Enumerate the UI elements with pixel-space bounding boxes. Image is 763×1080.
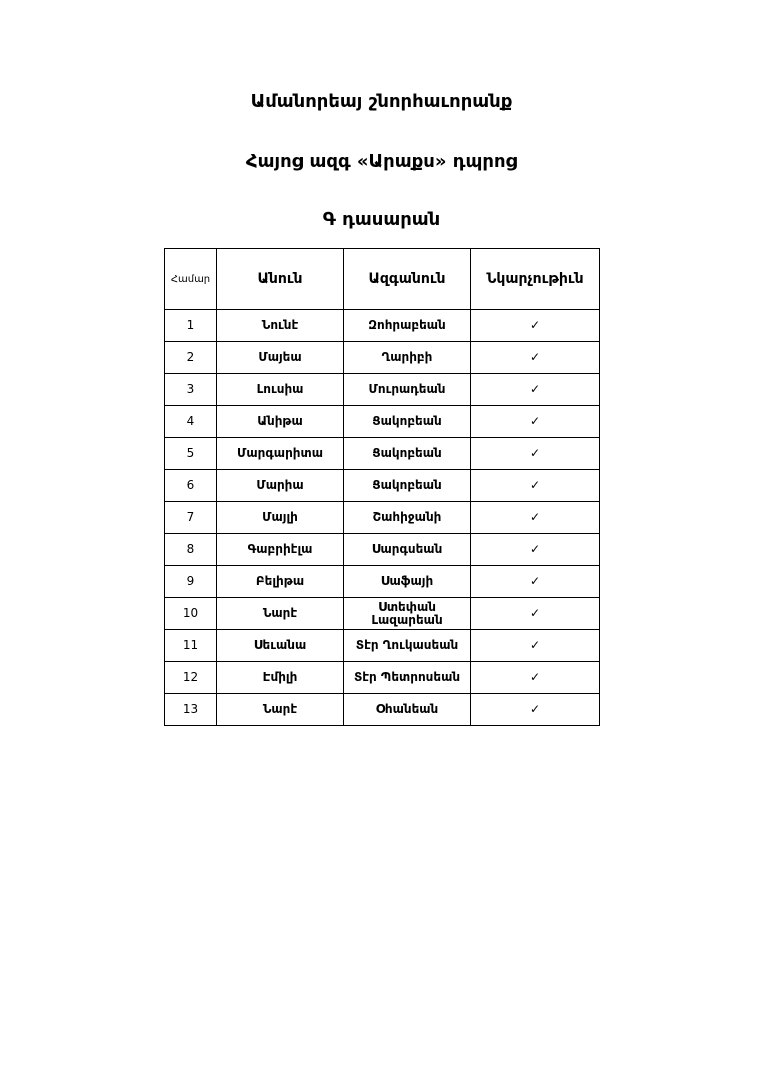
checkmark-icon: ✓ <box>471 694 600 726</box>
first-name-cell: Մարիա <box>217 470 344 502</box>
checkmark-icon: ✓ <box>471 310 600 342</box>
last-name-cell: Մուրադեան <box>344 374 471 406</box>
row-number: 9 <box>165 566 217 598</box>
last-name-cell: Սարգսեան <box>344 534 471 566</box>
last-name-cell: Ցակոբեան <box>344 470 471 502</box>
first-name-cell: Բելիթա <box>217 566 344 598</box>
table-row <box>165 694 600 726</box>
last-name-cell: Սաֆայի <box>344 566 471 598</box>
last-name-cell: Զոհրաբեան <box>344 310 471 342</box>
last-name-cell: Ցակոբեան <box>344 406 471 438</box>
checkmark-icon: ✓ <box>471 406 600 438</box>
row-number: 2 <box>165 342 217 374</box>
last-name-cell: Տէր Պետրոսեան <box>344 662 471 694</box>
last-name-cell: Ցակոբեան <box>344 438 471 470</box>
first-name-cell: Նունէ <box>217 310 344 342</box>
checkmark-icon: ✓ <box>471 566 600 598</box>
first-name-cell: Անիթա <box>217 406 344 438</box>
last-name-cell: Տէր Ղուկասեան <box>344 630 471 662</box>
document-title: Ամանորեայ շնորհաւորանք <box>250 91 513 112</box>
column-header-first-name: Անուն <box>217 249 344 310</box>
last-name-cell: Ղարիբի <box>344 342 471 374</box>
row-number: 3 <box>165 374 217 406</box>
table-row <box>165 374 600 406</box>
row-number: 11 <box>165 630 217 662</box>
table-header-row <box>165 249 600 310</box>
first-name-cell: Նարէ <box>217 598 344 630</box>
row-number: 1 <box>165 310 217 342</box>
column-header-drawing: Նկարչութիւն <box>471 249 600 310</box>
checkmark-icon: ✓ <box>471 662 600 694</box>
last-name-cell: Ստեփան Լազարեան <box>344 598 471 630</box>
row-number: 5 <box>165 438 217 470</box>
table-row <box>165 470 600 502</box>
first-name-cell: Սեւանա <box>217 630 344 662</box>
column-header-number: Համար <box>165 249 217 310</box>
first-name-cell: Մարգարիտա <box>217 438 344 470</box>
table-row <box>165 502 600 534</box>
row-number: 4 <box>165 406 217 438</box>
checkmark-icon: ✓ <box>471 630 600 662</box>
checkmark-icon: ✓ <box>471 374 600 406</box>
first-name-cell: Էմիլի <box>217 662 344 694</box>
first-name-cell: Գաբրիէլա <box>217 534 344 566</box>
table-row <box>165 566 600 598</box>
first-name-cell: Մայլի <box>217 502 344 534</box>
checkmark-icon: ✓ <box>471 502 600 534</box>
table-row <box>165 438 600 470</box>
row-number: 6 <box>165 470 217 502</box>
table-row <box>165 406 600 438</box>
table-row <box>165 598 600 630</box>
first-name-cell: Մայեա <box>217 342 344 374</box>
table-row <box>165 630 600 662</box>
row-number: 12 <box>165 662 217 694</box>
last-name-cell: Շահիջանի <box>344 502 471 534</box>
first-name-cell: Լուսիա <box>217 374 344 406</box>
row-number: 8 <box>165 534 217 566</box>
student-table <box>164 248 600 726</box>
checkmark-icon: ✓ <box>471 534 600 566</box>
checkmark-icon: ✓ <box>471 470 600 502</box>
school-name: Հայոց ազգ «Արաքս» դպրոց <box>245 151 518 172</box>
first-name-cell: Նարէ <box>217 694 344 726</box>
table-body <box>165 310 600 726</box>
last-name-cell: Օհանեան <box>344 694 471 726</box>
checkmark-icon: ✓ <box>471 342 600 374</box>
row-number: 13 <box>165 694 217 726</box>
table-row <box>165 662 600 694</box>
table-row <box>165 342 600 374</box>
table-row <box>165 534 600 566</box>
checkmark-icon: ✓ <box>471 598 600 630</box>
class-name: Գ դասարան <box>322 209 441 230</box>
column-header-last-name: Ազգանուն <box>344 249 471 310</box>
row-number: 7 <box>165 502 217 534</box>
checkmark-icon: ✓ <box>471 438 600 470</box>
row-number: 10 <box>165 598 217 630</box>
table-row <box>165 310 600 342</box>
